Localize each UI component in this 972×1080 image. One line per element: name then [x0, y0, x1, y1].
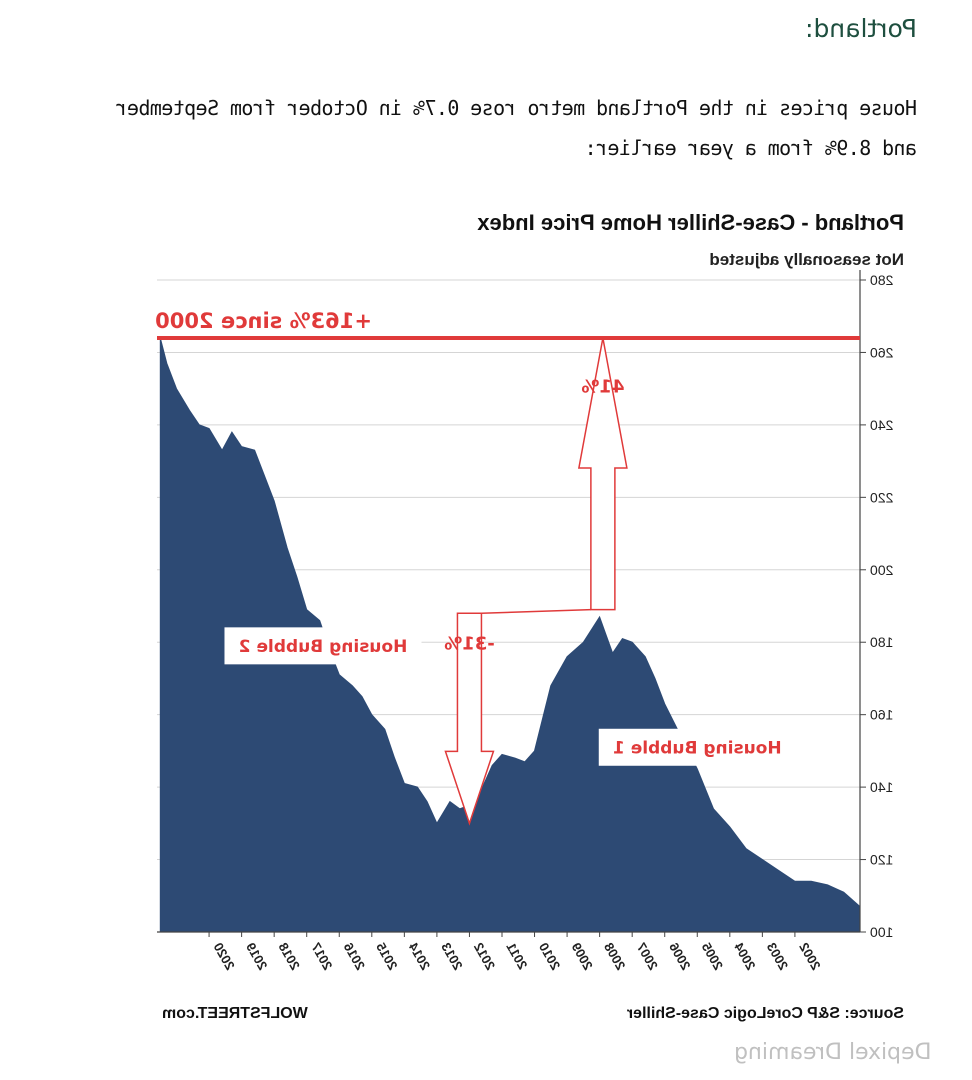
chart-subtitle: Not seasonally adjusted — [709, 250, 904, 269]
x-tick-label: 2018 — [275, 940, 304, 973]
y-tick-label: 180 — [870, 634, 894, 651]
y-tick-label: 260 — [870, 344, 894, 361]
source-note: Source: S&P CoreLogic Case-Shiller — [626, 1005, 904, 1022]
x-tick-label: 2014 — [405, 940, 434, 973]
y-tick-label: 220 — [870, 489, 894, 506]
y-tick-label: 280 — [870, 272, 894, 288]
article-heading: Portland: — [805, 14, 917, 43]
x-tick-label: 2009 — [568, 940, 596, 973]
x-tick-label: 2017 — [308, 940, 336, 973]
x-tick-label: 2019 — [243, 940, 271, 973]
x-tick-label: 2010 — [535, 940, 564, 973]
rise-label: 41% — [581, 376, 625, 398]
x-tick-label: 2002 — [796, 940, 824, 973]
credit-note: WOLFSTREET.com — [162, 1005, 308, 1022]
x-tick-label: 2015 — [373, 940, 401, 973]
x-tick-label: 2013 — [438, 940, 466, 973]
chart-title: Portland - Case-Shiller Home Price Index — [477, 210, 904, 235]
y-tick-label: 120 — [870, 851, 894, 868]
y-tick-label: 240 — [870, 416, 894, 433]
y-tick-label: 200 — [870, 561, 894, 578]
x-tick-label: 2008 — [601, 940, 629, 973]
watermark-text: Depixel Dreaming — [734, 1040, 932, 1065]
since-2000-label: +163% since 2000 — [155, 308, 372, 333]
y-tick-label: 100 — [870, 924, 894, 940]
y-tick-label: 140 — [870, 779, 894, 796]
x-tick-label: 2012 — [470, 940, 499, 973]
x-tick-label: 2006 — [666, 940, 694, 973]
x-tick-label: 2005 — [698, 940, 727, 973]
article-paragraph: House prices in the Portland metro rose 0.7% in October from September and 8.9% from a year earlier: — [116, 96, 917, 160]
x-tick-label: 2004 — [731, 940, 759, 973]
x-tick-label: 2016 — [340, 940, 369, 973]
x-tick-label: 2011 — [503, 940, 531, 972]
x-tick-label: 2003 — [763, 940, 792, 973]
housing-bubble-1-label: Housing Bubble 1 — [612, 738, 782, 759]
y-tick-label: 160 — [870, 706, 894, 723]
decline-label: -31% — [444, 633, 495, 655]
x-tick-label: 2020 — [210, 940, 238, 973]
x-tick-label: 2007 — [633, 940, 662, 973]
arrow-connector — [481, 610, 590, 614]
housing-bubble-2-label: Housing Bubble 2 — [238, 636, 408, 657]
